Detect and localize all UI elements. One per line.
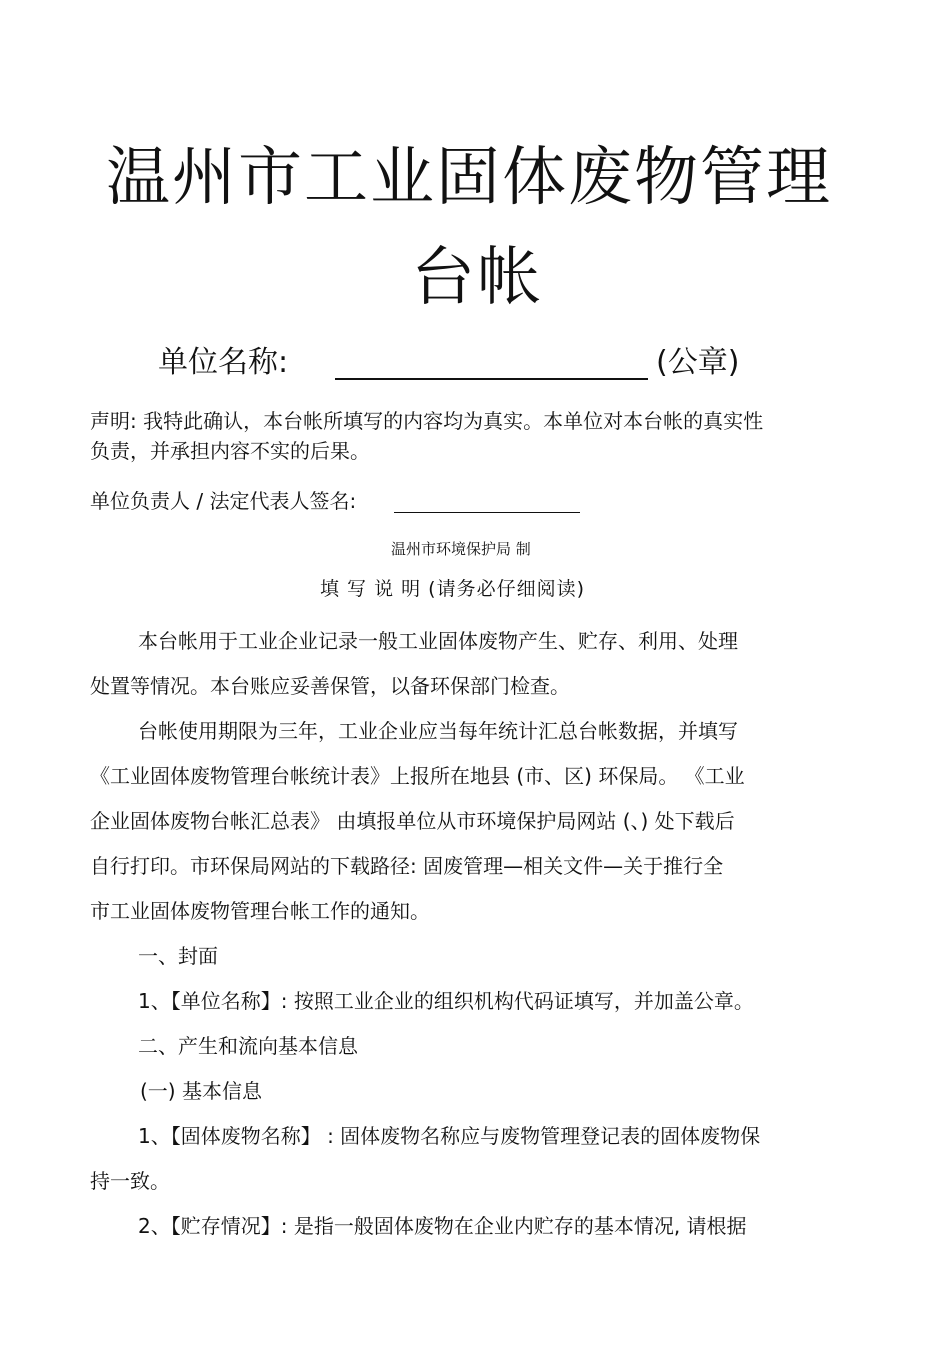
declaration-line1: 声明: 我特此确认，本台帐所填写的内容均为真实。本单位对本台帐的真实性	[90, 409, 764, 433]
document-title-line2: 台帐	[411, 241, 543, 315]
declaration-line2: 负责，并承担内容不实的后果。	[90, 439, 370, 463]
signature-label: 单位负责人 / 法定代表人签名:	[90, 489, 357, 513]
section-cover-heading: 一、封面	[138, 944, 218, 968]
section-generation-heading: 二、产生和流向基本信息	[138, 1034, 358, 1058]
instructions-p1-line2: 处置等情况。本台账应妥善保管，以备环保部门检查。	[90, 674, 570, 698]
issuer-label: 温州市环境保护局 制	[391, 540, 531, 558]
instructions-p1-line1: 本台帐用于工业企业记录一般工业固体废物产生、贮存、利用、处理	[138, 629, 738, 653]
section-basic-info-heading: (一) 基本信息	[140, 1079, 262, 1103]
unit-name-label: 单位名称:	[158, 345, 289, 380]
instructions-p2-line5: 市工业固体废物管理台帐工作的通知。	[90, 899, 430, 923]
section-item1-line2: 持一致。	[90, 1169, 170, 1193]
instructions-p2-line3: 企业固体废物台帐汇总表》 由填报单位从市环境保护局网站 (、) 处下载后	[90, 809, 735, 833]
instructions-p2-line1: 台帐使用期限为三年，工业企业应当每年统计汇总台帐数据，并填写	[138, 719, 738, 743]
instructions-p2-line2: 《工业固体废物管理台帐统计表》上报所在地县 (市、区) 环保局。 《工业	[90, 764, 745, 788]
instructions-p2-line4: 自行打印。市环保局网站的下载路径: 固废管理—相关文件—关于推行全	[90, 854, 724, 878]
signature-field-line	[394, 512, 580, 513]
section-cover-item1: 1、【单位名称】: 按照工业企业的组织机构代码证填写，并加盖公章。	[138, 989, 754, 1013]
seal-label: (公章)	[656, 345, 740, 380]
section-item1-line1: 1、【固体废物名称】 : 固体废物名称应与废物管理登记表的固体废物保	[138, 1124, 761, 1148]
section-item2-line1: 2、【贮存情况】: 是指一般固体废物在企业内贮存的基本情况, 请根据	[138, 1214, 747, 1238]
unit-name-field-line	[335, 378, 648, 380]
document-title-line1: 温州市工业固体废物管理	[106, 141, 832, 215]
instructions-heading: 填 写 说 明 (请务必仔细阅读)	[320, 578, 585, 600]
